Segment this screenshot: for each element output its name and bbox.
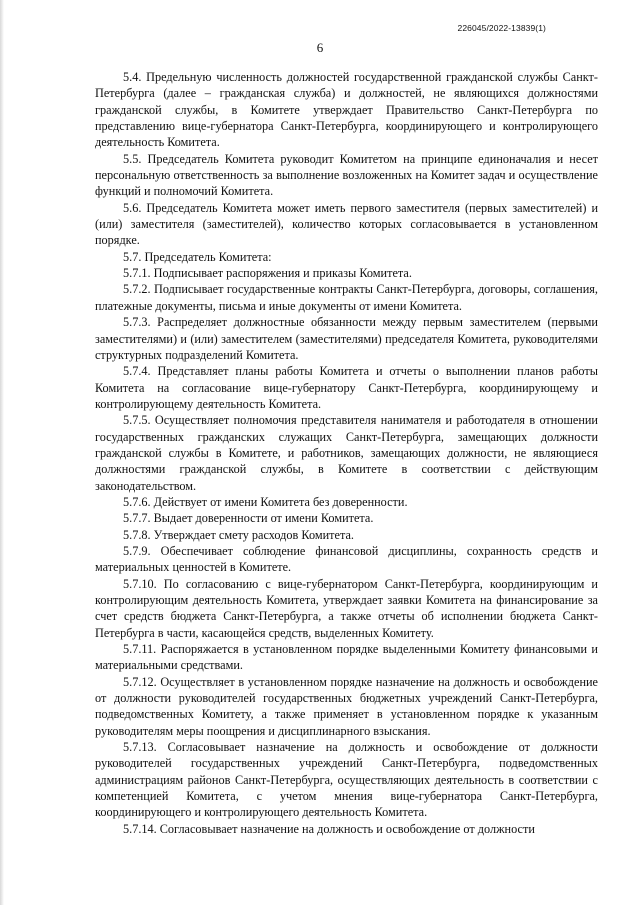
paragraph-5-7-2: 5.7.2. Подписывает государственные контракты Санкт-Петербурга, договоры, соглашения, платежные документы, письма и иные документы от имени Комитета. (95, 282, 598, 313)
paragraph-5-7-10: 5.7.10. По согласованию с вице-губернатором Санкт-Петербурга, координирующим и контролирующим деятельность Комитета, утверждает заявки Комитета на финансирование за счет средств бюджета Санкт-Петербурга, а также отчеты об исполнении бюджета Санкт-Петербурга в части, касающейся средств, выделенных Комитету. (95, 576, 598, 640)
paragraph-5-7-8: 5.7.8. Утверждает смету расходов Комитета. (123, 527, 354, 542)
paragraph-5-7: 5.7. Председатель Комитета: (123, 249, 272, 264)
paragraph-5-7-5: 5.7.5. Осуществляет полномочия представителя нанимателя и работодателя в отношении государственных гражданских служащих Санкт-Петербурга, замещающих должности гражданской службы в Комитете, и работников, замещающих должности, не являющиеся должностями гражданской службы, в Комитете в соответствии с действующим законодательством. (95, 413, 598, 493)
paragraph-5-7-13: 5.7.13. Согласовывает назначение на должность и освобождение от должности руководителей государственных учреждений Санкт-Петербурга, подведомственных администрациям районов Санкт-Петербурга, осуществляющих деятельность в соответствии с компетенцией Комитета, с учетом мнения вице-губернатора Санкт-Петербурга, координирующего и контролирующего деятельность Комитета. (95, 740, 598, 820)
scan-edge-shadow (0, 0, 4, 905)
document-body (95, 69, 598, 837)
paragraph-5-7-14: 5.7.14. Согласовывает назначение на должность и освобождение от должности (123, 821, 535, 836)
paragraph-5-4: 5.4. Предельную численность должностей государственной гражданской службы Санкт-Петербурга (далее – гражданская служба) и должностей, не являющихся должностями гражданской службы, в Комитете утверждает Правительство Санкт-Петербурга по представлению вице-губернатора Санкт-Петербурга, координирующего и контролирующего деятельность Комитета. (95, 70, 598, 150)
paragraph-5-7-4: 5.7.4. Представляет планы работы Комитета и отчеты о выполнении планов работы Комитета на согласование вице-губернатору Санкт-Петербурга, координирующему и контролирующему деятельность Комитета. (95, 364, 598, 411)
paragraph-5-7-9: 5.7.9. Обеспечивает соблюдение финансовой дисциплины, сохранность средств и материальных ценностей в Комитете. (95, 543, 598, 575)
paragraph-5-6: 5.6. Председатель Комитета может иметь первого заместителя (первых заместителей) и (или) заместителя (заместителей), количество которых согласовывается в установленном порядке. (95, 200, 598, 248)
paragraph-5-7-7: 5.7.7. Выдает доверенности от имени Комитета. (123, 511, 374, 526)
paragraph-5-5: 5.5. Председатель Комитета руководит Комитетом на принципе единоначалия и несет персональную ответственность за выполнение возложенных на Комитет задач и осуществление функций и полномочий Комитета. (95, 151, 598, 199)
paragraph-5-7-1: 5.7.1. Подписывает распоряжения и приказы Комитета. (123, 266, 412, 281)
paragraph-5-7-11: 5.7.11. Распоряжается в установленном порядке выделенными Комитету финансовыми и материальными средствами. (95, 642, 598, 673)
paragraph-5-7-12: 5.7.12. Осуществляет в установленном порядке назначение на должность и освобождение от должности руководителей государственных бюджетных учреждений Санкт-Петербурга, подведомственных Комитету, а также применяет в установленном порядке к указанным руководителям меры поощрения и дисциплинарного взыскания. (95, 674, 598, 738)
page-number: 6 (316, 40, 324, 55)
paragraph-5-7-6: 5.7.6. Действует от имени Комитета без доверенности. (123, 494, 408, 509)
document-registration-number: 226045/2022-13839(1) (457, 23, 546, 33)
paragraph-5-7-3: 5.7.3. Распределяет должностные обязанности между первым заместителем (первыми заместителями) и (или) заместителем (заместителями) председателя Комитета, руководителями структурных подразделений Комитета. (95, 315, 598, 362)
